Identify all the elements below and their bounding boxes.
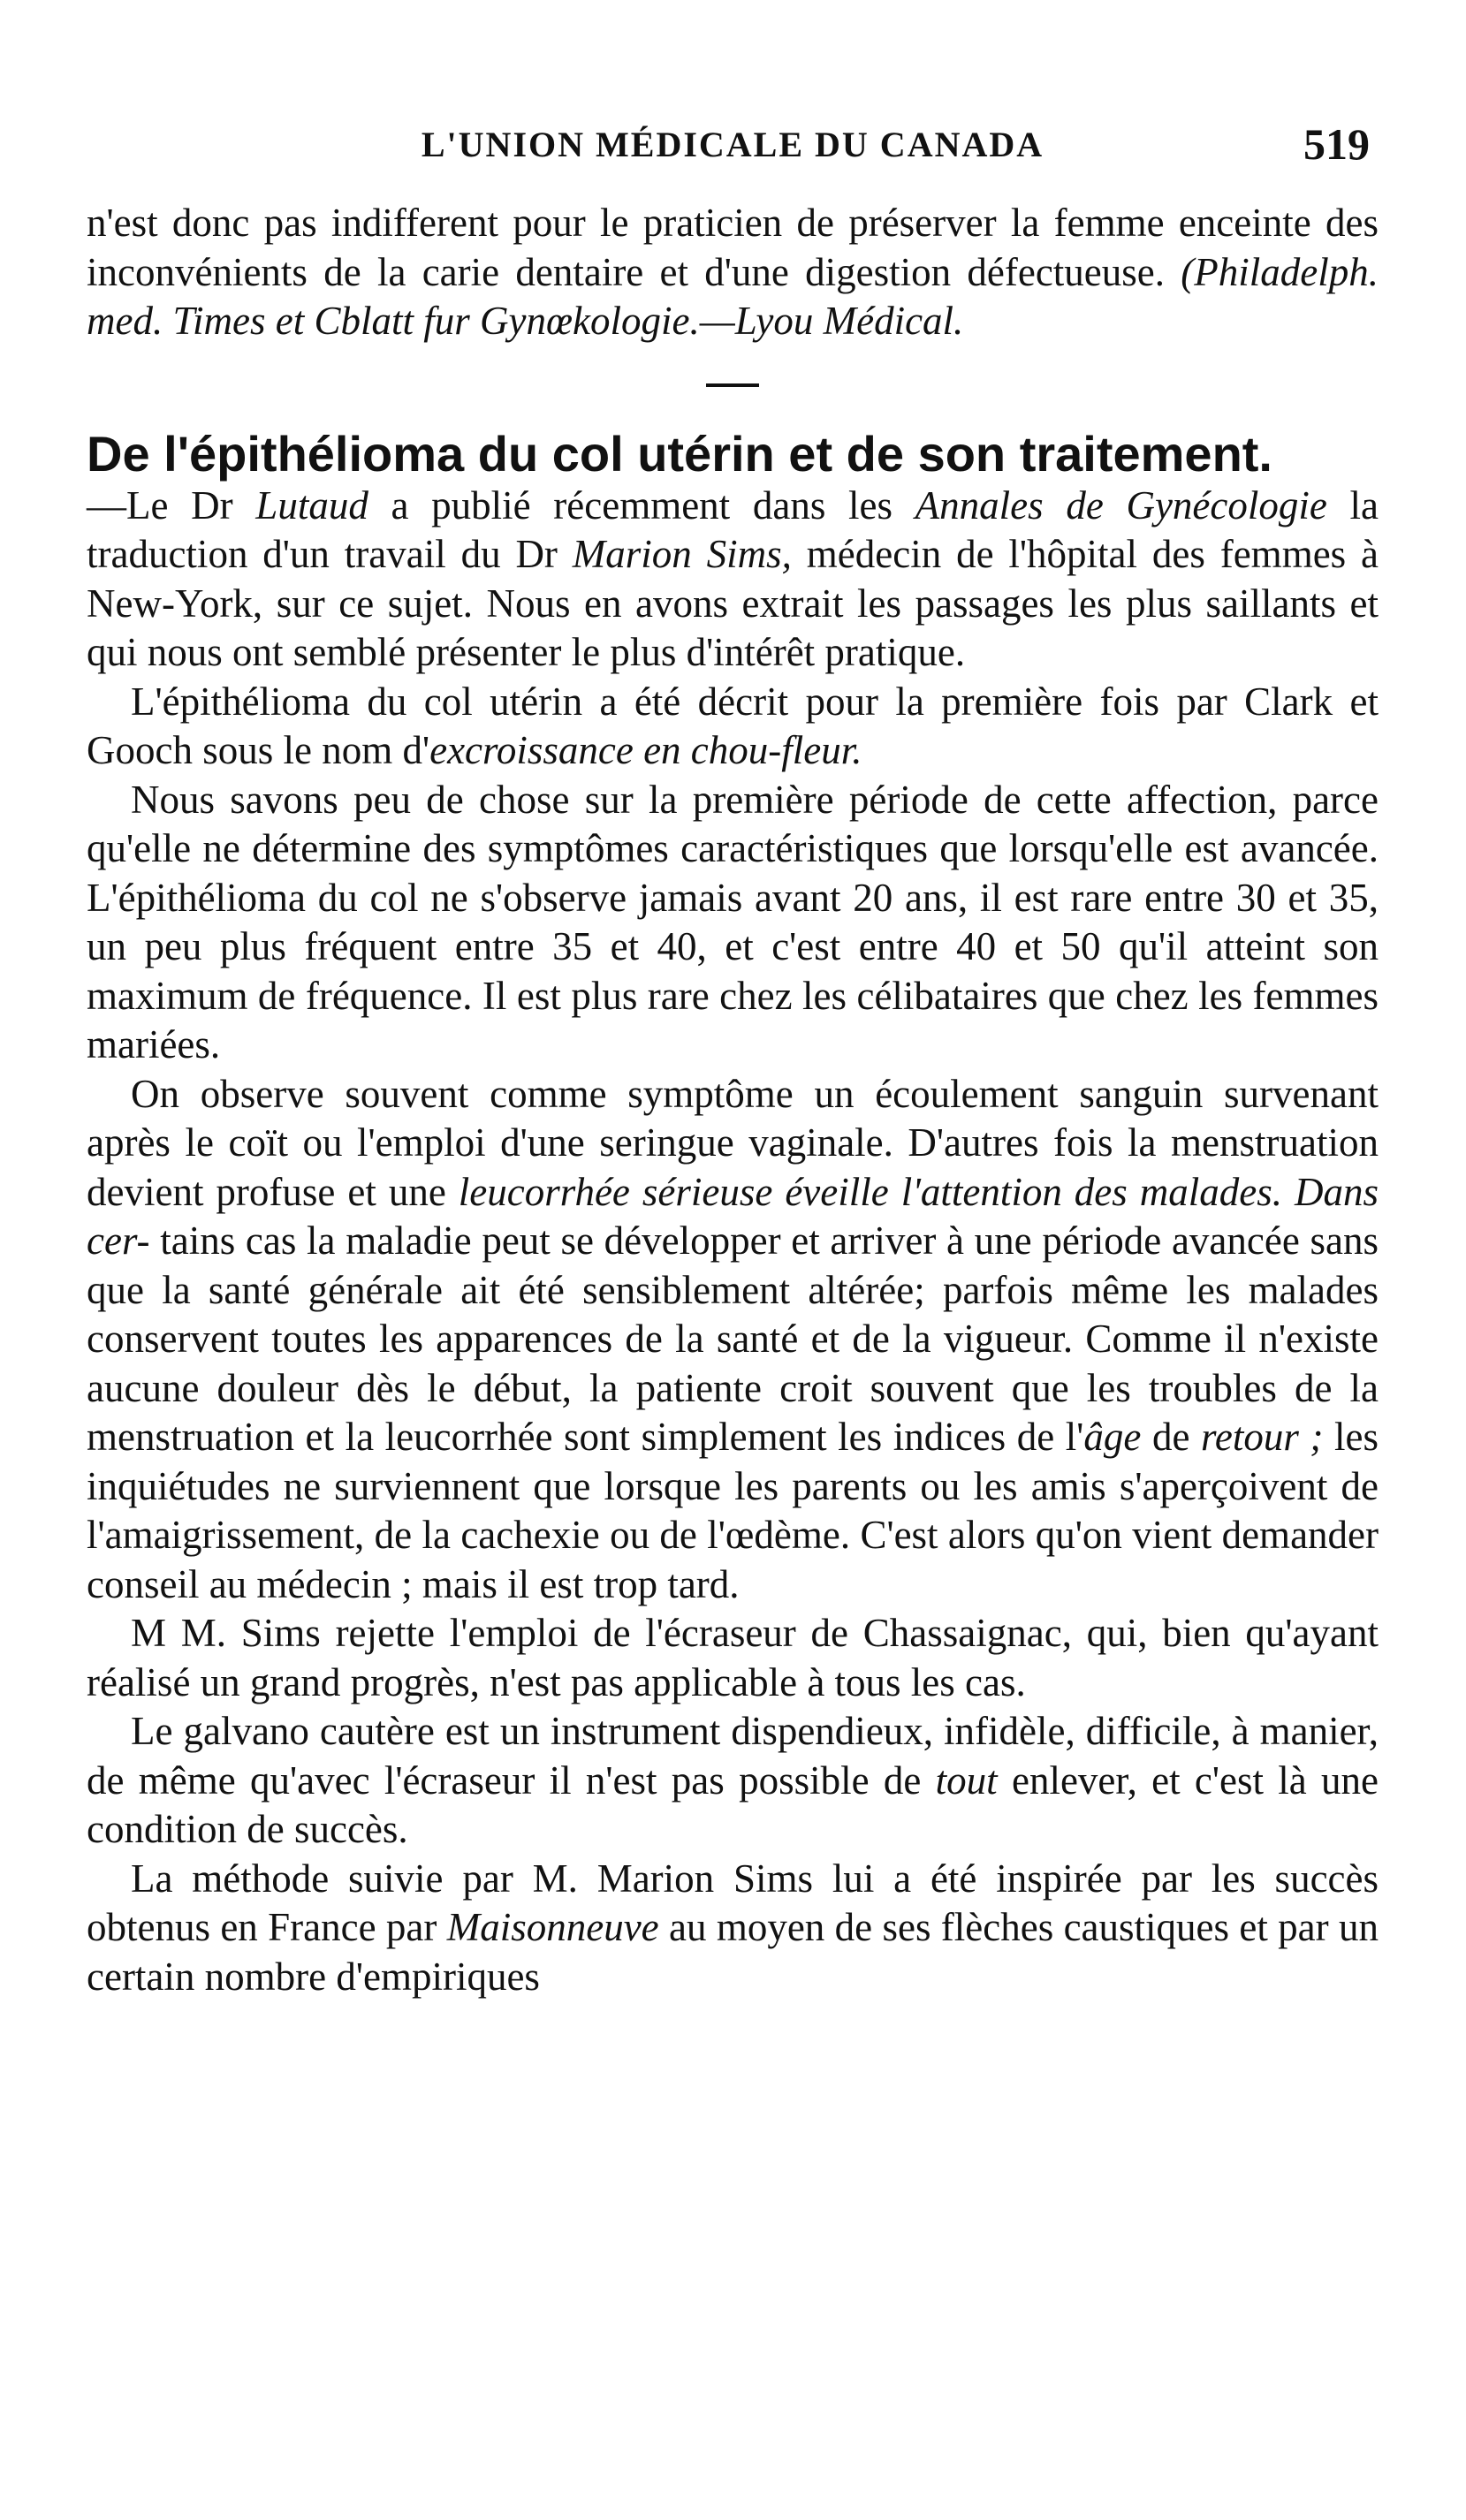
p1-text-3: la traduction d'un travail du Dr — [87, 482, 1379, 576]
section-divider — [706, 383, 759, 387]
p1-journal: Annales de Gynécologie — [915, 482, 1327, 528]
p7-text-2: au moyen de ses flèches caustiques et par un certain nombre d'empiriques — [87, 1905, 1379, 1999]
page-body — [87, 199, 1379, 2001]
p4-text-2: tains cas la maladie peut se développer et arriver à une période avancée sans que la santé générale ait été sensiblement altérée; parfois même les malades conservent toutes les apparences de la santé et de la vigueur. Comme il n'existe aucune douleur dès le début, la patiente croit souvent que les troubles de la menstruation et la leucorrhée sont simplement les indices de l' — [87, 1218, 1379, 1459]
p4-age: âge — [1083, 1415, 1142, 1459]
p1-author: Lutaud — [255, 482, 368, 528]
p4-text-3: de — [1141, 1415, 1202, 1459]
intro-source: (Philadelph. med. Times et Cblatt fur Gynœkologie.—Lyou Médical. — [87, 249, 1379, 343]
article-paragraph-3: Nous savons peu de chose sur la première période de cette affection, parce qu'elle ne détermine des symptômes caractéristiques que lorsqu'elle est avancée. L'épithélioma du col ne s'observe jamais avant 20 ans, il est rare entre 30 et 35, un peu plus fréquent entre 35 et 40, et c'est entre 40 et 50 qu'il atteint son maximum de fréquence. Il est plus rare chez les célibataires que chez les femmes mariées. — [87, 777, 1379, 1066]
article-paragraph-2 — [87, 678, 1379, 776]
p1-text-1: —Le Dr — [87, 482, 256, 528]
p2-text-1: L'épithélioma du col utérin a été décrit pour la première fois par Clark et Gooch sous le nom d' — [87, 679, 1379, 772]
running-title: L'UNION MÉDICALE DU CANADA — [421, 125, 1044, 164]
p4-text-1: On observe souvent comme symptôme un écoulement sanguin survenant après le coït ou l'emploi d'une seringue vaginale. D'autres fois la menstruation devient profuse et une — [87, 1071, 1379, 1214]
intro-text: n'est donc pas indifferent pour le praticien de préserver la femme enceinte des inconvénients de la carie dentaire et d'une digestion défectueuse. — [87, 201, 1379, 294]
p4-italic: leucorrhée sérieuse éveille l'attention des malades. Dans cer- — [87, 1169, 1379, 1263]
intro-paragraph — [87, 199, 1379, 346]
p7-text-1: La méthode suivie par M. Marion Sims lui a été inspirée par les succès obtenus en France par — [87, 1856, 1379, 1949]
article-paragraph-7 — [87, 1855, 1379, 2002]
p4-retour: retour ; — [1201, 1415, 1324, 1459]
p6-text-2: enlever, et c'est là une condition de succès. — [87, 1757, 1379, 1851]
p6-tout: tout — [935, 1757, 998, 1803]
page-header — [87, 119, 1379, 177]
p7-name: Maisonneuve — [446, 1905, 659, 1949]
article-title-line — [87, 427, 1379, 482]
p6-text-1: Le galvano cautère est un instrument dispendieux, infidèle, difficile, à manier, de même qu'avec l'écraseur il n'est pas possible de — [87, 1709, 1379, 1803]
article-paragraph-1 — [87, 482, 1379, 678]
p2-italic: excroissance en chou-fleur. — [429, 728, 862, 772]
article-title: De l'épithélioma du col utérin et de son traitement. — [87, 425, 1272, 482]
p1-text-4: médecin de l'hôpital des femmes à New-York, sur ce sujet. Nous en avons extrait les passages les plus saillants et qui nous ont semblé présenter le plus d'intérêt pratique. — [87, 532, 1379, 674]
p1-text-2: a publié récemment dans les — [368, 482, 915, 528]
article-paragraph-5: M M. Sims rejette l'emploi de l'écraseur de Chassaignac, qui, bien qu'ayant réalisé un grand progrès, n'est pas applicable à tous les cas. — [87, 1611, 1379, 1704]
article-paragraph-6 — [87, 1707, 1379, 1855]
p1-physician: Marion Sims, — [572, 532, 792, 576]
p4-text-4: les inquiétudes ne surviennent que lorsque les parents ou les amis s'aperçoivent de l'amaigrissement, de la cachexie ou de l'œdème. C'est alors qu'on vient demander conseil au médecin ; mais il est trop tard. — [87, 1415, 1379, 1606]
page-number: 519 — [1303, 119, 1370, 169]
article-paragraph-4 — [87, 1070, 1379, 1610]
